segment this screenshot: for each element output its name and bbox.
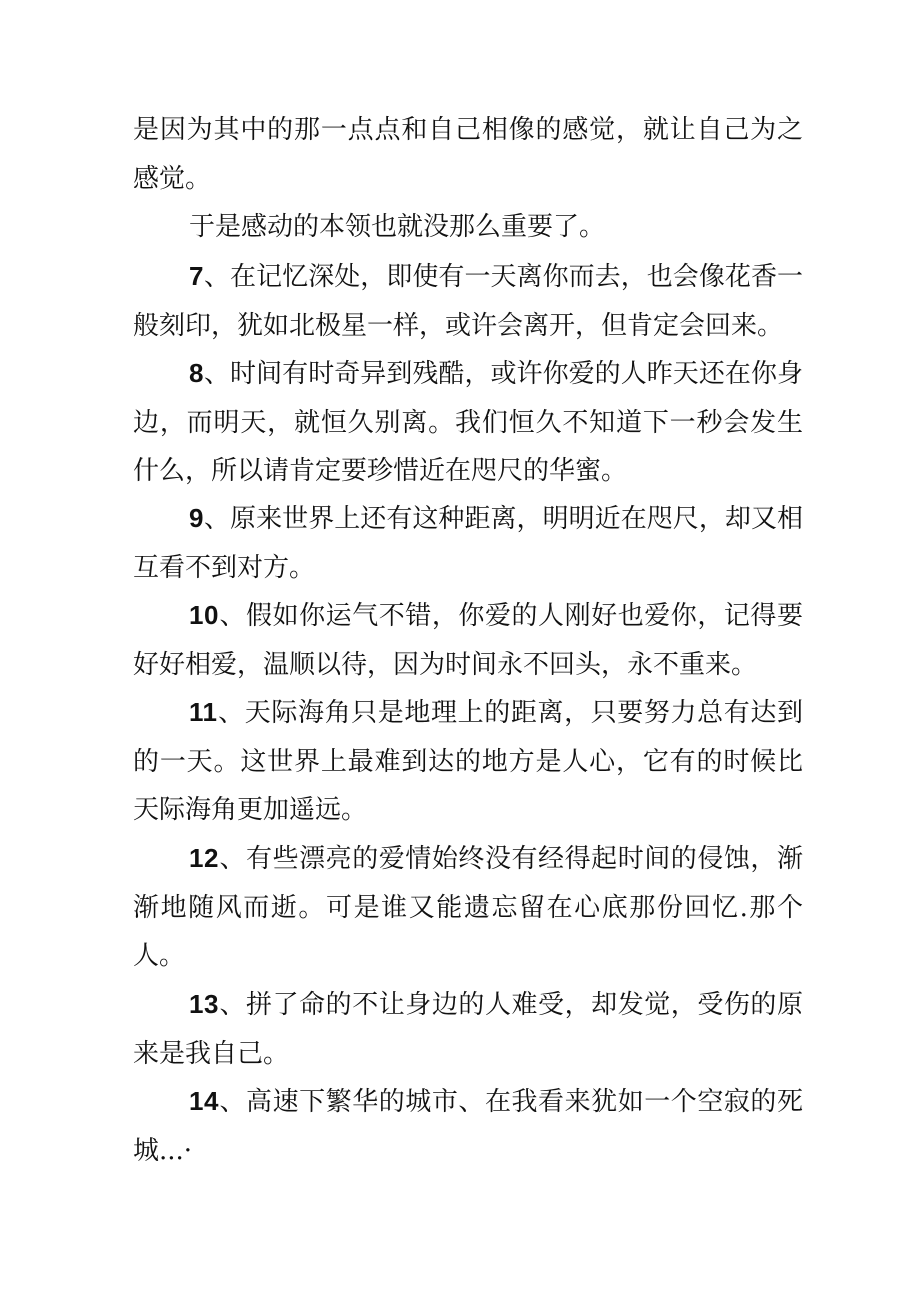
paragraph-text: 、有些漂亮的爱情始终没有经得起时间的侵蚀，渐渐地随风而逝。可是谁又能遗忘留在心底那份回忆.那个人。	[133, 844, 803, 971]
paragraph-item-11	[133, 688, 803, 835]
paragraph-item-7	[133, 252, 803, 350]
item-number: 11	[189, 697, 218, 727]
paragraph-item-9	[133, 494, 803, 592]
paragraph-text: 、假如你运气不错，你爱的人刚好也爱你，记得要好好相爱，温顺以待，因为时间永不回头，永不重来。	[133, 601, 803, 680]
paragraph-text: 、原来世界上还有这种距离，明明近在咫尺，却又相互看不到对方。	[133, 504, 803, 583]
item-number: 7	[189, 261, 204, 291]
paragraph-item-13	[133, 980, 803, 1078]
item-number: 9	[189, 503, 204, 533]
paragraph-text: 于是感动的本领也就没那么重要了。	[189, 212, 606, 242]
paragraph-0	[133, 106, 803, 203]
item-number: 13	[189, 989, 219, 1019]
item-number: 14	[189, 1086, 219, 1116]
paragraph-text: 、高速下繁华的城市、在我看来犹如一个空寂的死城...·	[133, 1087, 803, 1166]
item-number: 12	[189, 843, 219, 873]
paragraph-item-12	[133, 834, 803, 981]
paragraph-item-10	[133, 591, 803, 689]
item-number: 8	[189, 358, 204, 388]
paragraph-text: 、天际海角只是地理上的距离，只要努力总有达到的一天。这世界上最难到达的地方是人心，它有的时候比天际海角更加遥远。	[133, 698, 803, 825]
paragraph-item-8	[133, 349, 803, 496]
paragraph-text: 、在记忆深处，即使有一天离你而去，也会像花香一般刻印，犹如北极星一样，或许会离开，但肯定会回来。	[133, 262, 803, 341]
paragraph-text: 、时间有时奇异到残酷，或许你爱的人昨天还在你身边，而明天，就恒久别离。我们恒久不知道下一秒会发生什么，所以请肯定要珍惜近在咫尺的华蜜。	[133, 359, 803, 486]
paragraph-item-14	[133, 1077, 803, 1175]
paragraph-text: 、拼了命的不让身边的人难受，却发觉，受伤的原来是我自己。	[133, 990, 803, 1069]
paragraph-text: 是因为其中的那一点点和自己相像的感觉，就让自己为之感觉。	[133, 115, 803, 194]
paragraph-1	[133, 203, 803, 252]
item-number: 10	[189, 600, 219, 630]
